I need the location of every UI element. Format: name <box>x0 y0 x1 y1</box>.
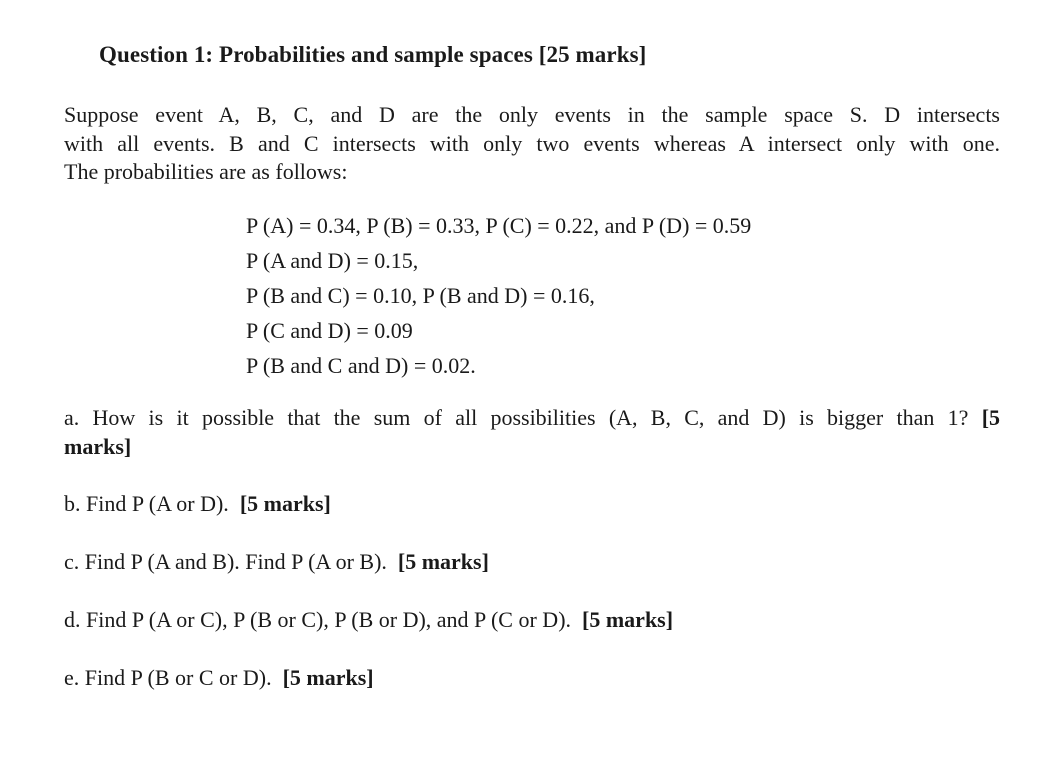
question-a-marks-start: [5 <box>981 405 1001 430</box>
question-a-marks-end: marks] <box>64 433 132 459</box>
question-d <box>64 606 673 635</box>
question-a-line-2 <box>64 433 1000 462</box>
question-a-text: a. How is it possible that the sum of all possibilities (A, B, C, and D) is bigger than 1? <box>64 405 969 430</box>
question-d-marks: [5 marks] <box>582 607 674 632</box>
question-c <box>64 548 489 577</box>
question-e-marks: [5 marks] <box>282 665 374 690</box>
equation-c-and-d: P (C and D) = 0.09 <box>246 318 413 343</box>
question-e <box>64 664 374 693</box>
question-b <box>64 490 331 519</box>
question-a <box>64 404 1000 461</box>
question-b-marks: [5 marks] <box>239 491 331 516</box>
intro-line-2: with all events. B and C intersects with only two events whereas A intersect only with one. <box>64 130 1000 156</box>
equation-a-and-d: P (A and D) = 0.15, <box>246 248 419 273</box>
question-c-marks: [5 marks] <box>397 549 489 574</box>
question-a-line-1 <box>64 404 1000 433</box>
question-b-text: b. Find P (A or D). <box>64 491 229 516</box>
intro-line-3: The probabilities are as follows: <box>64 159 348 184</box>
question-c-text: c. Find P (A and B). Find P (A or B). <box>64 549 387 574</box>
equation-marginals: P (A) = 0.34, P (B) = 0.33, P (C) = 0.22, and P (D) = 0.59 <box>246 213 752 238</box>
equation-b-and-c-and-d: P (B and C and D) = 0.02. <box>246 353 476 378</box>
question-title: Question 1: Probabilities and sample spaces [25 marks] <box>99 42 647 67</box>
question-d-text: d. Find P (A or C), P (B or C), P (B or D), and P (C or D). <box>64 607 572 632</box>
intro-line-1: Suppose event A, B, C, and D are the only events in the sample space S. D intersects <box>64 102 1000 127</box>
probability-equations <box>246 208 751 383</box>
equation-b-and-c-b-and-d: P (B and C) = 0.10, P (B and D) = 0.16, <box>246 283 595 308</box>
intro-paragraph <box>64 101 1000 187</box>
question-e-text: e. Find P (B or C or D). <box>64 665 272 690</box>
